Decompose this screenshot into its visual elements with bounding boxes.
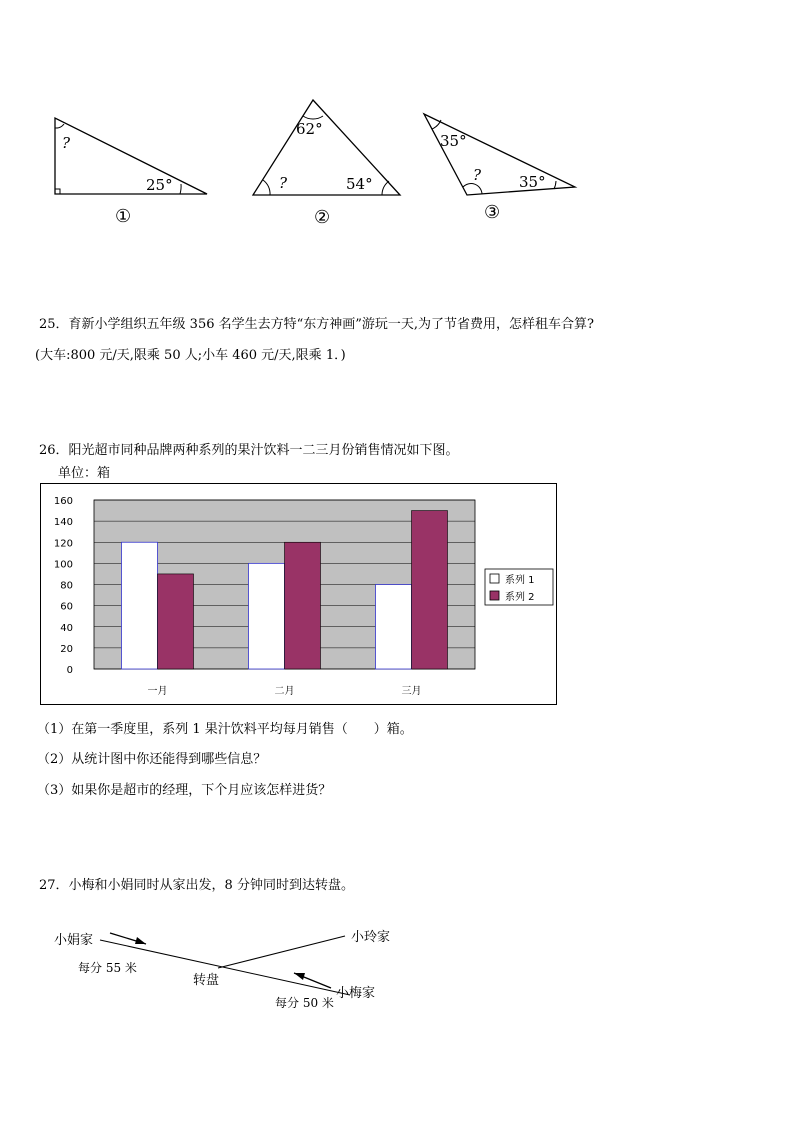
- bar-chart: [40, 483, 557, 705]
- arrow-mei: [294, 973, 331, 988]
- triangle-figures: [0, 90, 794, 230]
- q26-text: 26．阳光超市同种品牌两种系列的果汁饮料一二三月份销售情况如下图。: [39, 443, 459, 458]
- chart-legend: [485, 569, 553, 605]
- label-mei-home: 小梅家: [336, 986, 376, 1001]
- label-juan-home: 小娟家: [54, 933, 94, 948]
- triangle-2: [253, 100, 400, 228]
- triangle-2-angle-top: 62°: [296, 120, 323, 138]
- y-tick-label: 60: [60, 601, 73, 613]
- y-tick-label: 20: [60, 643, 73, 655]
- triangle-2-number: ②: [314, 207, 331, 228]
- triangle-1-number: ①: [115, 206, 132, 227]
- triangle-3-angle-a: 35°: [440, 132, 467, 150]
- bar-series-1-3: [376, 585, 412, 670]
- label-roundabout: 转盘: [193, 973, 220, 988]
- q27-text: 27．小梅和小娟同时从家出发，8 分钟同时到达转盘。: [39, 878, 354, 893]
- label-mei-speed: 每分 50 米: [275, 996, 334, 1010]
- legend-swatch-series-1: [490, 574, 499, 583]
- triangle-2-angle-right: 54°: [346, 175, 373, 193]
- triangle-1-angle-a: ?: [62, 134, 71, 152]
- x-tick-label: 一月: [147, 686, 168, 697]
- triangle-3-angle-c: 35°: [519, 173, 546, 191]
- triangle-1: [55, 118, 207, 227]
- legend-swatch-series-2: [490, 591, 499, 600]
- triangle-1-angle-b: 25°: [146, 176, 173, 194]
- x-tick-label: 二月: [274, 686, 295, 697]
- arrow-juan: [110, 933, 146, 944]
- q26-sub2: （2）从统计图中你还能得到哪些信息？: [37, 752, 267, 767]
- q25-text: 25．育新小学组织五年级 356 名学生去方特“东方神画”游玩一天,为了节省费用，怎样租车合算?: [39, 317, 595, 332]
- road-juan-to-mei: [100, 940, 350, 995]
- triangle-3-angle-b: ?: [473, 166, 482, 184]
- legend-label-series-1: 系列 1: [505, 575, 535, 586]
- y-tick-label: 120: [53, 538, 73, 550]
- y-tick-label: 0: [66, 665, 73, 676]
- bar-series-2-3: [412, 511, 448, 669]
- label-ling-home: 小玲家: [351, 930, 391, 945]
- y-tick-label: 100: [53, 559, 73, 571]
- q26-unit: 单位：箱: [58, 466, 111, 481]
- y-tick-label: 160: [53, 496, 73, 507]
- triangle-2-angle-left: ?: [279, 174, 288, 192]
- legend-label-series-2: 系列 2: [505, 592, 535, 603]
- x-tick-label: 三月: [401, 686, 422, 697]
- y-tick-label: 140: [53, 517, 73, 529]
- y-tick-label: 40: [60, 622, 73, 634]
- q26-sub3: （3）如果你是超市的经理，下个月应该怎样进货？: [37, 783, 332, 798]
- bar-series-1-1: [122, 542, 158, 669]
- triangle-3-number: ③: [484, 202, 501, 223]
- bar-series-1-2: [249, 563, 285, 669]
- route-diagram: [40, 915, 400, 1015]
- label-juan-speed: 每分 55 米: [78, 961, 137, 975]
- road-roundabout-to-ling: [218, 936, 345, 968]
- triangle-3: [424, 114, 575, 223]
- q26-sub1: （1）在第一季度里，系列 1 果汁饮料平均每月销售（ ）箱。: [37, 722, 413, 737]
- bar-series-2-1: [158, 574, 194, 669]
- y-tick-label: 80: [60, 580, 73, 592]
- q25-note: (大车:800 元/天,限乘 50 人;小车 460 元/天,限乘 1．): [35, 348, 346, 363]
- bar-series-2-2: [285, 542, 321, 669]
